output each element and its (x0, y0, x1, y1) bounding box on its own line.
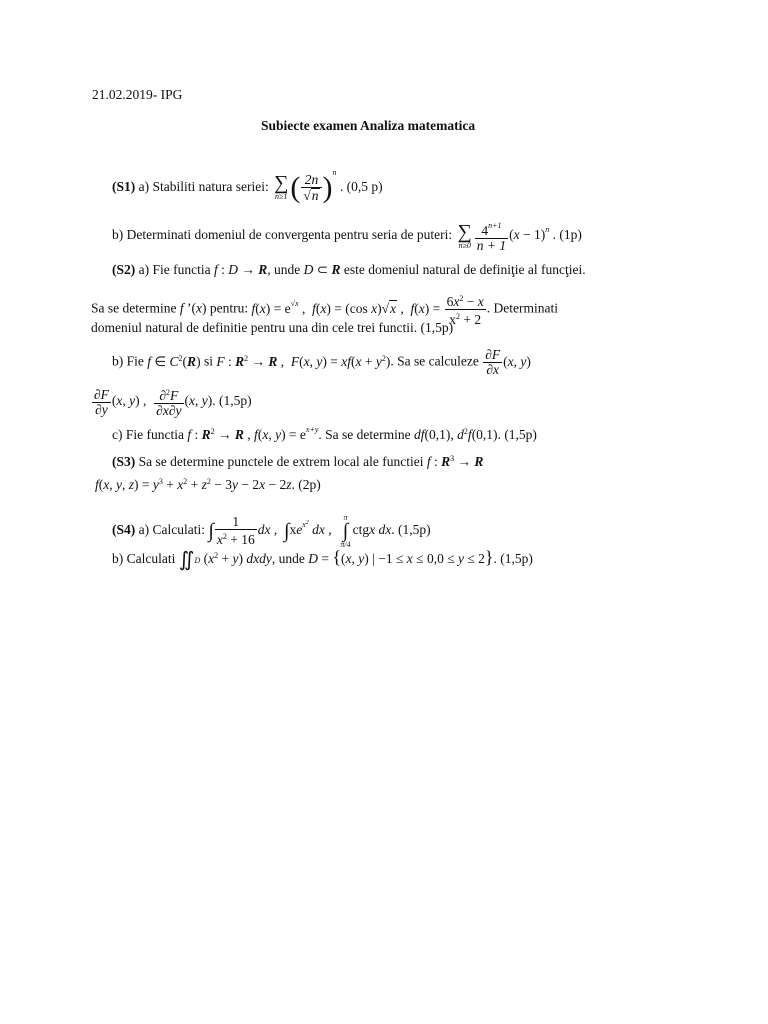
s1-b-points: . (1p) (552, 227, 582, 243)
s4-label: (S4) (112, 522, 136, 538)
s2-b-line1: b) Fie f ∈ $C^2(R)$ si F : $R^2 \to R$ , F(x, $y) = xf(x + y^2)$. Sa se calculeze $\frac{\partial F}{\partial x}$ (x, y) (112, 347, 531, 377)
s2-label: (S2) (112, 262, 136, 277)
exam-title: Subiecte examen Analiza matematica (261, 118, 476, 133)
s3-line1: (S3) Sa se determine punctele de extrem local ale functiei f : $R^3 \to R$ (112, 454, 484, 469)
exam-date: 21.02.2019- IPG (92, 87, 183, 102)
s1-a-line: (S1) a) Stabiliti natura seriei: ∑ n≥1 ( $\frac{2n}{√n}$ )$^n$ . (0,5 p) (112, 168, 383, 204)
s3-label: (S3) (112, 454, 136, 469)
s2-derivative: f ’(x) (179, 300, 207, 316)
s3-line2: f(x, y, $z) = y^3 + x^2 + z^2 - 3y - 2x - 2z$. (2p) (95, 477, 321, 492)
s4-a-line: (S4) a) Calculati: ∫ $\frac{1}{x^2 + 16}$ dx , $\int xe^{x^2}$ dx , π ∫ π/4 ctgx dx. (1,5p) (112, 513, 431, 549)
s1-a-points: . (0,5 p) (339, 179, 383, 194)
s2-a-line1: (S2) a) Fie functia f : D → R, unde D ⊂ R este domeniul natural de definiţie al funcţiei. (112, 262, 586, 277)
s2-b-partials: $\frac{\partial F}{\partial y}$ (x, y) , $\frac{\partial^2F}{\partial x\partial y}$ (x, y) (94, 386, 213, 418)
s2-b-partial-x: $\frac{\partial F}{\partial x}$ (x, y) (485, 347, 531, 377)
s1-b-text: b) Determinati domeniul de convergenta pentru seria de puteri: (112, 227, 456, 243)
s3-function-formula: f(x, y, $z) = y^3 + x^2 + z^2 - 3y - 2x - 2z$ (95, 477, 292, 492)
s2-c-line: c) Fie functia f : $R^2 \to R$ , f(x, $y) = e^{x+y}$. Sa se determine df(0,1), $d^2f(0,1)$. (1,5p) (112, 425, 537, 442)
s2-c-function-def: f : $R^2 \to R$ , f(x, $y) = e^{x+y}$ (187, 425, 319, 442)
s2-domain-subset: D ⊂ R (303, 262, 341, 277)
s2-b-function-F: F : $R^2 \to R$ , F(x, $y) = xf(x + y^2)$ (216, 353, 391, 369)
s1-b-line: b) Determinati domeniul de convergenta pentru seria de puteri: ∑ n≥0 $\frac{4^{n+1}}{n + 1}$ $(x - 1)^n$ . (1p) (112, 220, 582, 253)
s4-b-line: b) Calculati ∬D $(x^2 + y)$ dxdy, unde D = {(x, y) | −1 ≤ x ≤ 0,0 ≤ y ≤ 2}. (1,5p) (112, 547, 533, 571)
s2-b-class-c2: f ∈ $C^2(R)$ (147, 353, 201, 369)
s4-b-double-integral: ∬D $(x^2 + y)$ dxdy (178, 548, 272, 571)
s1-a-series-formula: ∑ n≥1 (274, 172, 289, 202)
s3-function-def: f : $R^3 \to R$ (426, 454, 484, 469)
s2-a-line3: domeniul natural de definitie pentru una din cele trei functii. (1,5p) (91, 320, 454, 335)
s2-c-differentials: df(0,1), $d^2f(0,1)$ (414, 427, 498, 442)
s2-functions-formulas: $f(x) = e^{√x}$ , f(x) = (cos x)√x , f(x) = $\frac{6x^2 - x}{x^2 + 2}$ (251, 294, 484, 327)
s1-a-text: a) Stabiliti natura seriei: (135, 179, 273, 194)
s2-a-line2: Sa se determine f ’(x) pentru: $f(x) = e^{√x}$ , f(x) = (cos x)√x , f(x) = $\frac{6x^2 - x}{x^2 + 2}$ . Determinati (91, 294, 558, 327)
s1-label: (S1) (112, 179, 136, 194)
s4-a-integrals: ∫ $\frac{1}{x^2 + 16}$ dx , $\int xe^{x^2}$ dx , π ∫ π/4 ctgx dx (208, 513, 392, 549)
s4-b-domain-set: D = {(x, y) | −1 ≤ x ≤ 0,0 ≤ y ≤ 2} (308, 547, 494, 567)
s1-b-power-series-formula: ∑ n≥0 (457, 220, 472, 250)
s2-function-def: f : D → R (213, 262, 268, 277)
s2-a-text: a) Fie functia (135, 262, 214, 277)
s2-b-line2: $\frac{\partial F}{\partial y}$ (x, y) , $\frac{\partial^2F}{\partial x\partial y}$ (x, y). (1,5p) (91, 386, 252, 418)
